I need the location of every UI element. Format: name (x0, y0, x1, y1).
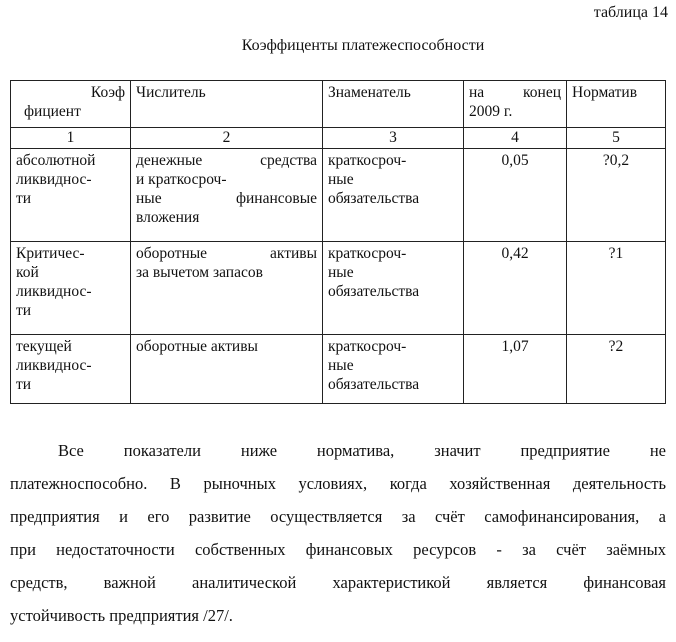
denominator-cell (323, 149, 464, 242)
norm-cell: ?1 (567, 242, 666, 335)
cell-line: ти (16, 302, 32, 319)
cell-line: обязательства (328, 376, 420, 393)
cell-line: краткосроч- (328, 338, 407, 355)
coefficient-cell (11, 335, 131, 404)
numerator-cell (131, 335, 323, 404)
paragraph-line: при недостаточности собственных финансовых ресурсов - за счёт заёмных (10, 540, 666, 559)
paragraph-line: платежноспособно. В рыночных условиях, когда хозяйственная деятельность (10, 474, 666, 493)
cell-line: ти (16, 376, 32, 393)
header-end-line2: 2009 г. (469, 103, 513, 120)
numerator-cell (131, 149, 323, 242)
column-number: 4 (464, 128, 567, 149)
column-number: 1 (11, 128, 131, 149)
header-denominator: Знаменатель (323, 81, 464, 128)
cell-line: краткосроч- (328, 152, 407, 169)
header-end-of-year (464, 81, 567, 128)
paragraph-line: устойчивость предприятия /27/. (10, 606, 233, 625)
value-cell: 0,05 (464, 149, 567, 242)
table-number-label: таблица 14 (593, 4, 668, 21)
coefficient-cell (11, 149, 131, 242)
cell-line: текущей (16, 338, 72, 355)
column-number: 3 (323, 128, 464, 149)
cell-line: ные финансовые (136, 190, 317, 207)
value-cell: 1,07 (464, 335, 567, 404)
paragraph-line: средств, важной аналитической характеристикой является финансовая (10, 573, 666, 592)
cell-line: кой (16, 264, 39, 281)
paragraph-line: Все показатели ниже норматива, значит предприятие не (58, 441, 666, 460)
table-row-current-liquidity (11, 335, 666, 404)
cell-line: Критичес- (16, 245, 85, 262)
cell-line: ликвиднос- (16, 171, 92, 188)
column-number: 2 (131, 128, 323, 149)
paragraph-line: предприятия и его развитие осуществляется за счёт самофинансирования, а (10, 507, 666, 526)
cell-line: краткосроч- (328, 245, 407, 262)
denominator-cell (323, 242, 464, 335)
cell-line: ти (16, 190, 32, 207)
value-cell: 0,42 (464, 242, 567, 335)
cell-line: ные (328, 357, 354, 374)
cell-line: оборотные активы (136, 338, 258, 355)
norm-cell: ?0,2 (567, 149, 666, 242)
denominator-cell (323, 335, 464, 404)
coefficients-table (10, 80, 666, 404)
cell-line: ные (328, 264, 354, 281)
cell-line: и краткосроч- (136, 171, 227, 188)
header-norm: Норматив (567, 81, 666, 128)
cell-line: вложения (136, 209, 200, 226)
header-coefficient (11, 81, 131, 128)
cell-line: абсолютной (16, 152, 96, 169)
table-title: Коэффиценты платежеспособности (241, 37, 485, 54)
cell-line: денежные средства (136, 152, 317, 169)
header-coefficient-line1: Коэф (90, 84, 125, 101)
column-numbers-row (11, 128, 666, 149)
table-row-critical-liquidity (11, 242, 666, 335)
cell-line: ликвиднос- (16, 283, 92, 300)
table-header-row (11, 81, 666, 128)
table-row-absolute-liquidity (11, 149, 666, 242)
cell-line: за вычетом запасов (136, 264, 263, 281)
cell-line: ликвиднос- (16, 357, 92, 374)
cell-line: обязательства (328, 283, 420, 300)
body-paragraph (10, 434, 666, 632)
column-number: 5 (567, 128, 666, 149)
header-coefficient-line2: фициент (24, 103, 81, 120)
coefficient-cell (11, 242, 131, 335)
cell-line: ные (328, 171, 354, 188)
numerator-cell (131, 242, 323, 335)
cell-line: обязательства (328, 190, 420, 207)
cell-line: оборотные активы (136, 245, 317, 262)
norm-cell: ?2 (567, 335, 666, 404)
header-numerator: Числитель (131, 81, 323, 128)
header-end-line1: на конец (469, 84, 561, 101)
